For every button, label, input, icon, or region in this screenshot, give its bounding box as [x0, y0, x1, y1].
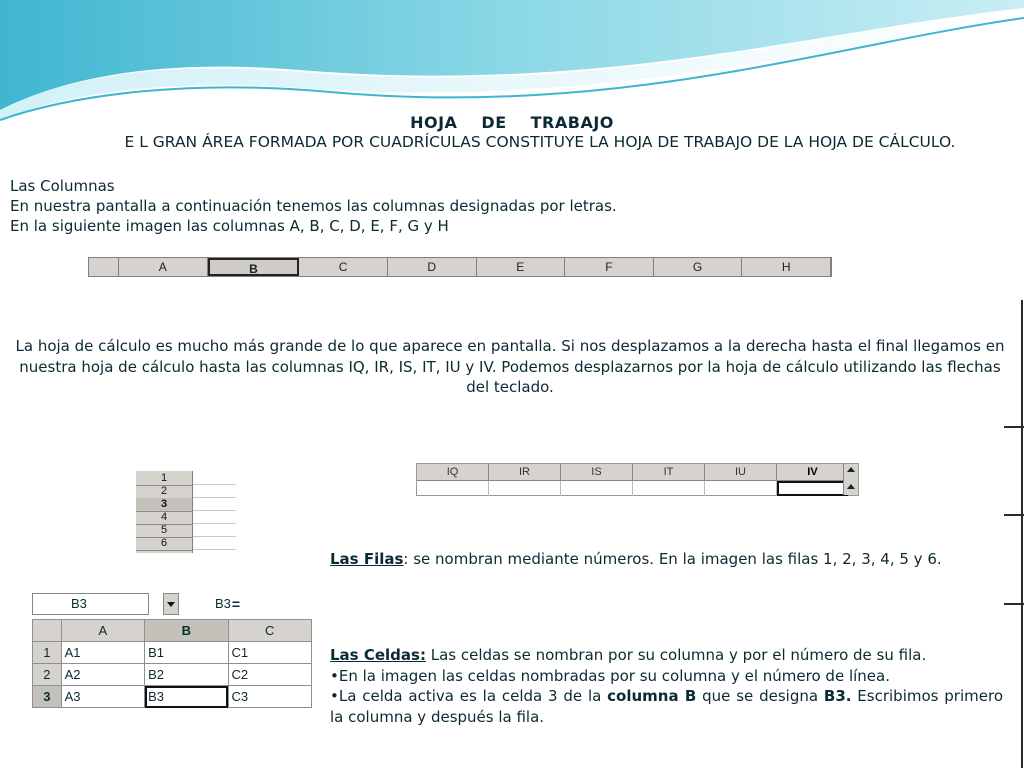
column-header: H	[742, 258, 831, 276]
row-header: 1	[136, 472, 192, 486]
column-header: G	[654, 258, 743, 276]
last-columns-cell-row	[417, 481, 858, 496]
scroll-arrow-icon	[847, 484, 855, 489]
slide-title	[0, 113, 1024, 132]
select-all-corner	[89, 258, 119, 276]
filas-description: : se nombran mediante números. En la imagen las filas 1, 2, 3, 4, 5 y 6.	[403, 550, 942, 568]
row-grid	[193, 471, 236, 553]
active-cell	[777, 481, 848, 496]
row-header: 2	[33, 664, 62, 686]
grid-cell: A3	[61, 686, 144, 708]
row-header: 1	[33, 642, 62, 664]
row-header-selected: 3	[33, 686, 62, 708]
column-header-strip	[88, 257, 832, 277]
title-word: HOJA	[410, 113, 458, 132]
bullet-emphasis: columna B	[607, 687, 697, 705]
grid-cell: C1	[228, 642, 312, 664]
explanation-paragraph: La hoja de cálculo es mucho más grande de lo que aparece en pantalla. Si nos desplazamos a la derecha hasta el final llegamos en nuestra hoja de cálculo hasta las columnas IQ, IR, IS, IT, IU y IV. Podemos desplazarnos por la hoja de cálculo utilizando las flechas del teclado.	[15, 337, 1005, 396]
edge-tick	[1004, 426, 1024, 428]
cell-reference-image	[32, 591, 315, 714]
edge-tick	[1004, 603, 1024, 605]
celdas-bullet-active-cell	[330, 686, 1003, 727]
row-headers-image	[136, 471, 236, 553]
decorative-wave-header	[0, 0, 1024, 130]
column-header: IT	[633, 464, 705, 480]
row-header: 6	[136, 537, 192, 551]
column-header: A	[119, 258, 208, 276]
grid-cell: B2	[145, 664, 228, 686]
column-header: E	[477, 258, 566, 276]
column-header: IU	[705, 464, 777, 480]
column-header: IQ	[417, 464, 489, 480]
name-box: B3	[32, 593, 149, 615]
title-word: TRABAJO	[530, 113, 614, 132]
last-columns-header-row	[417, 464, 858, 481]
column-header: C	[228, 620, 312, 642]
row-header-selected: 3	[136, 498, 192, 512]
column-header: IR	[489, 464, 561, 480]
celdas-label: Las Celdas:	[330, 646, 426, 664]
grid-corner	[33, 620, 62, 642]
right-edge-rule	[1021, 300, 1023, 768]
scroll-up-arrow-icon	[847, 467, 855, 472]
scrollbar	[843, 464, 858, 495]
column-header-selected: B	[145, 620, 228, 642]
grid-cell: A2	[61, 664, 144, 686]
column-header-selected: IV	[777, 464, 849, 480]
column-header: D	[388, 258, 477, 276]
slide-subtitle: E L GRAN ÁREA FORMADA POR CUADRÍCULAS CONSTITUYE LA HOJA DE TRABAJO DE LA HOJA DE CÁLCULO.	[124, 133, 956, 151]
column-header: F	[565, 258, 654, 276]
title-word: DE	[481, 113, 507, 132]
bullet-emphasis: B3.	[823, 687, 852, 705]
active-cell: B3	[145, 686, 228, 708]
filas-text	[330, 549, 942, 569]
row-header: 2	[136, 485, 192, 499]
last-columns-image	[416, 463, 859, 496]
column-header: A	[61, 620, 144, 642]
row-header: 4	[136, 511, 192, 525]
celdas-description: Las celdas se nombran por su columna y por el número de su fila.	[425, 646, 927, 664]
grid-cell: A1	[61, 642, 144, 664]
celdas-section	[330, 645, 1003, 727]
row-header: 5	[136, 524, 192, 538]
columns-list: En la siguiente imagen las columnas A, B, C, D, E, F, G y H	[10, 217, 449, 235]
cell-grid	[32, 619, 312, 708]
bullet-text: •La celda activa es la celda 3 de la	[330, 687, 608, 705]
column-header: IS	[561, 464, 633, 480]
column-header-selected: B	[208, 258, 300, 276]
column-header: C	[299, 258, 388, 276]
columns-intro: En nuestra pantalla a continuación tenemos las columnas designadas por letras.	[10, 197, 617, 215]
grid-cell: B1	[145, 642, 228, 664]
celdas-bullet: •En la imagen las celdas nombradas por su columna y el número de línea.	[330, 666, 890, 685]
bullet-text: que se designa	[696, 687, 824, 705]
formula-bar-value: B3	[215, 596, 231, 611]
columns-heading: Las Columnas	[10, 177, 115, 195]
grid-cell: C2	[228, 664, 312, 686]
grid-cell: C3	[228, 686, 312, 708]
filas-label: Las Filas	[330, 550, 404, 568]
bullet-text: Escribimos primero la columna y después la fila.	[330, 687, 1003, 726]
formula-equals: =	[231, 596, 240, 612]
edge-tick	[1004, 514, 1024, 516]
name-box-dropdown-icon	[163, 593, 179, 615]
